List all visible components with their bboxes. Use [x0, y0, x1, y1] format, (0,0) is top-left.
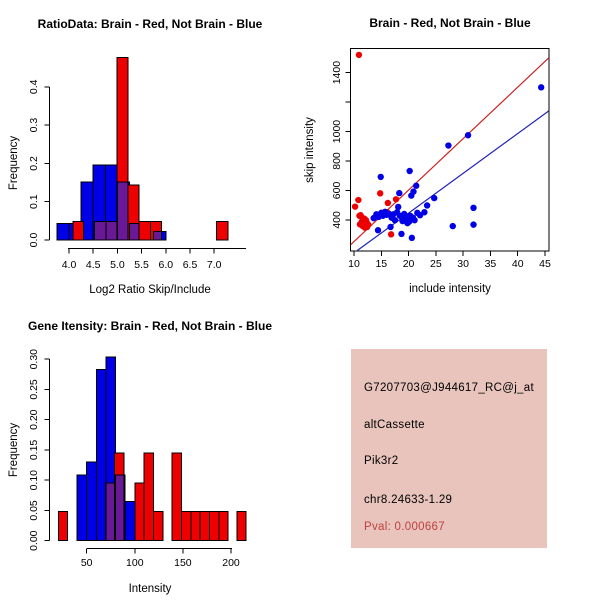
scatter-point-red [364, 224, 370, 230]
y-tick-label: 0.3 [28, 117, 41, 133]
scatter-point-blue [538, 84, 544, 90]
x-tick-label: 7.0 [206, 259, 222, 271]
y-tick-label: 0.2 [28, 156, 40, 171]
scatter-point-blue [395, 204, 401, 210]
hist-bar-blue [96, 369, 106, 540]
x-tick-label: 6.5 [182, 259, 198, 271]
scatter-point-red [388, 231, 394, 237]
x-tick-label: 10 [348, 258, 360, 270]
hist-bar-overlap [95, 222, 106, 240]
y-tick-label: 0.0 [28, 232, 40, 248]
hist-bar-overlap [130, 224, 140, 240]
scatter-point-blue [470, 221, 476, 227]
y-tick-label: 0.1 [28, 194, 40, 210]
ratio-histogram-panel [0, 0, 300, 300]
y-tick-label: 0.25 [28, 379, 40, 400]
scatter-point-blue [431, 195, 437, 201]
hist-bar-overlap [117, 182, 128, 240]
x-tick-label: 30 [457, 258, 469, 270]
scatter-point-blue [387, 224, 393, 230]
gene-info-box [351, 349, 547, 548]
location-text: chr8.24633-1.29 [364, 494, 453, 506]
x-tick-label: 15 [375, 258, 388, 270]
hist-bar-overlap [154, 232, 162, 240]
hist-bar-blue [77, 475, 87, 541]
y-tick-label: 1000 [331, 119, 343, 144]
hist-bar-overlap [106, 222, 117, 240]
hist-bar-red [139, 222, 150, 240]
scatter-point-blue [465, 132, 471, 138]
hist-bar-red [172, 453, 181, 541]
ratio-histogram-chart [0, 0, 300, 300]
hist-bar-red [191, 512, 200, 541]
hist-bar-blue [57, 224, 69, 240]
x-tick-label: 35 [484, 258, 497, 270]
hist-bar-red [73, 222, 84, 240]
y-axis-label: Frequency [8, 135, 20, 191]
x-tick-label: 6.0 [158, 259, 174, 271]
y-tick-label: 0.00 [28, 530, 40, 551]
scatter-point-blue [406, 168, 412, 174]
y-tick-label: 0.20 [28, 409, 40, 430]
scatter-point-blue [413, 183, 419, 189]
y-tick-label: 400 [331, 211, 343, 229]
scatter-point-blue [417, 212, 423, 218]
chart-title: Brain - Red, Not Brain - Blue [369, 16, 531, 30]
y-tick-label: 800 [331, 152, 343, 170]
x-tick-label: 5.5 [134, 259, 149, 271]
chart-title: Gene Itensity: Brain - Red, Not Brain - Blue [27, 319, 273, 333]
fit-line-not-brain [357, 111, 549, 251]
gene-info-panel [300, 300, 600, 600]
scatter-point-red [377, 190, 383, 196]
chart-title: RatioData: Brain - Red, Not Brain - Blue [37, 17, 263, 31]
x-axis-label: Intensity [128, 583, 172, 595]
hist-bar-red [181, 512, 190, 541]
hist-bar-blue [87, 462, 97, 541]
hist-bar-red [217, 222, 228, 240]
x-tick-label: 150 [174, 557, 192, 569]
scatter-point-blue [424, 202, 430, 208]
scatter-point-red [356, 52, 362, 58]
scatter-point-blue [398, 231, 404, 237]
event-type-text: altCassette [364, 419, 425, 431]
x-tick-label: 45 [539, 258, 551, 270]
x-tick-label: 200 [222, 557, 240, 569]
hist-bar-red [219, 512, 228, 541]
hist-bar-red [135, 483, 144, 540]
hist-bar-red [153, 512, 162, 541]
y-tick-label: 600 [331, 181, 343, 200]
hist-bar-overlap [106, 483, 115, 540]
x-tick-label: 100 [126, 557, 144, 569]
scatter-point-red [393, 196, 399, 202]
y-tick-label: 0.4 [28, 79, 40, 95]
pvalue-text: Pval: 0.000667 [364, 521, 445, 533]
hist-bar-red [200, 512, 209, 541]
scatter-point-blue [470, 205, 476, 211]
y-axis-label: Frequency [8, 422, 20, 478]
gene-intensity-histogram-panel [0, 300, 300, 600]
scatter-point-blue [408, 192, 414, 198]
y-axis-label: skip intensity [304, 117, 316, 183]
scatter-point-red [355, 197, 361, 203]
y-tick-label: 0.30 [28, 348, 40, 370]
hist-bar-red [144, 453, 153, 541]
scatter-point-blue [375, 227, 381, 233]
scatter-point-red [357, 221, 363, 227]
hist-bar-blue [125, 501, 135, 540]
x-tick-label: 20 [402, 258, 415, 270]
scatter-point-blue [396, 190, 402, 196]
y-tick-label: 0.15 [28, 439, 40, 461]
scatter-point-blue [411, 217, 417, 223]
x-axis-label: Log2 Ratio Skip/Include [89, 284, 211, 296]
hist-bar-red [237, 512, 246, 541]
x-tick-label: 4.0 [61, 259, 77, 271]
hist-bar-overlap [116, 475, 124, 541]
scatter-point-blue [409, 235, 415, 241]
scatter-point-red [352, 203, 358, 209]
y-tick-label: 0.10 [28, 469, 40, 491]
scatter-point-blue [445, 142, 451, 148]
x-tick-label: 4.5 [85, 259, 101, 271]
plot-box [351, 49, 549, 251]
scatter-point-blue [378, 174, 384, 180]
y-tick-label: 0.05 [28, 500, 40, 521]
x-axis-label: include intensity [409, 283, 491, 295]
x-tick-label: 40 [511, 258, 524, 270]
scatter-point-blue [450, 223, 456, 229]
x-tick-label: 50 [80, 557, 93, 569]
hist-bar-red [58, 512, 67, 541]
scatter-point-red [385, 200, 391, 206]
hist-bar-red [209, 512, 218, 541]
intensity-scatter-chart [300, 0, 600, 300]
y-tick-label: 1400 [331, 60, 343, 85]
gene-intensity-histogram-chart [0, 300, 300, 600]
x-tick-label: 5.0 [110, 259, 125, 271]
gene-name-text: Pik3r2 [364, 455, 399, 467]
probe-id-text: G7207703@J944617_RC@j_at [364, 382, 534, 394]
x-tick-label: 25 [430, 258, 442, 270]
scatter-point-blue [392, 217, 398, 223]
intensity-scatter-panel [300, 0, 600, 300]
